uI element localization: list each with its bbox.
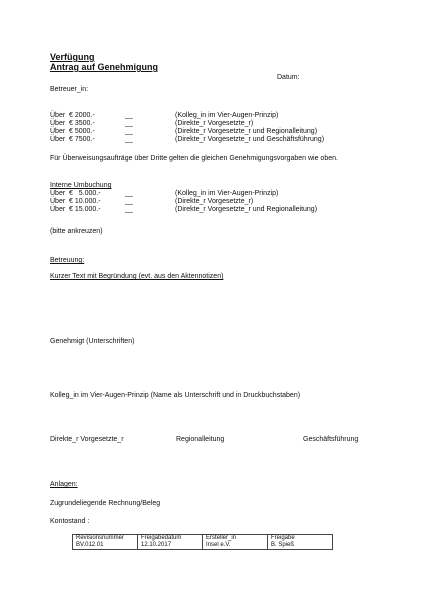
- internal-row: [50, 190, 370, 198]
- tick-hint: (bitte ankreuzen): [50, 228, 103, 235]
- release-date-cell: Freigabedatum 12.10.2017: [138, 535, 203, 550]
- signature-management: Geschäftsführung: [303, 436, 359, 443]
- anlagen-heading: Anlagen:: [50, 481, 78, 488]
- revision-table: [72, 534, 333, 550]
- internal-amount: € 15.000.-: [69, 206, 101, 213]
- internal-amount: € 5.000.-: [69, 190, 101, 197]
- ueber-label: Über: [50, 190, 66, 197]
- internal-amount: € 10.000.-: [69, 198, 101, 205]
- document-title: Verfügung: [50, 52, 95, 62]
- author-cell: Ersteller_in Insel e.V.: [203, 535, 268, 550]
- betreuer-label: Betreuer_in:: [50, 86, 89, 93]
- internal-row: [50, 198, 370, 206]
- betreuung-heading: Betreuung:: [50, 257, 85, 264]
- internal-role: (Direkte_r Vorgesetzte_r und Regionalleitung): [175, 206, 318, 213]
- limit-row: [50, 136, 370, 144]
- internal-heading: Interne Umbuchung: [50, 182, 112, 189]
- tick-box[interactable]: __: [125, 112, 133, 119]
- justification-label: Kurzer Text mit Begründung (evt. aus den Aktennotizen): [50, 273, 224, 280]
- limit-amount: € 5000.-: [69, 128, 95, 135]
- revision-table-row: [73, 535, 333, 550]
- limit-amount: € 7500.-: [69, 136, 95, 143]
- ueber-label: Über: [50, 198, 66, 205]
- limit-role: (Kolleg_in im Vier-Augen-Prinzip): [175, 112, 279, 119]
- limit-amount: € 2000.-: [69, 112, 95, 119]
- document-subtitle: Antrag auf Genehmigung: [50, 62, 158, 72]
- tick-box[interactable]: __: [125, 190, 133, 197]
- four-eyes-label: Kolleg_in im Vier-Augen-Prinzip (Name als Unterschrift und in Druckbuchstaben): [50, 392, 301, 399]
- limit-role: (Direkte_r Vorgesetzte_r und Regionalleitung): [175, 128, 318, 135]
- ueber-label: Über: [50, 112, 66, 119]
- signature-regional: Regionalleitung: [176, 436, 225, 443]
- tick-box[interactable]: __: [125, 128, 133, 135]
- tick-box[interactable]: __: [125, 198, 133, 205]
- ueber-label: Über: [50, 128, 66, 135]
- revision-cell: Revisionsnummer BV.012.01: [73, 535, 138, 550]
- anlage-item: Zugrundeliegende Rechnung/Beleg: [50, 500, 161, 507]
- internal-role: (Kolleg_in im Vier-Augen-Prinzip): [175, 190, 279, 197]
- kontostand-label: Kontostand :: [50, 518, 90, 525]
- tick-box[interactable]: __: [125, 120, 133, 127]
- limit-role: (Direkte_r Vorgesetzte_r): [175, 120, 254, 127]
- tick-box[interactable]: __: [125, 206, 133, 213]
- internal-role: (Direkte_r Vorgesetzte_r): [175, 198, 254, 205]
- limit-amount: € 3500.-: [69, 120, 95, 127]
- datum-label: Datum:: [277, 74, 300, 81]
- tick-box[interactable]: __: [125, 136, 133, 143]
- ueber-label: Über: [50, 120, 66, 127]
- limit-role: (Direkte_r Vorgesetzte_r und Geschäftsführung): [175, 136, 325, 143]
- limit-row: [50, 128, 370, 136]
- ueber-label: Über: [50, 136, 66, 143]
- internal-row: [50, 206, 370, 214]
- approval-cell: Freigabe B. Spieß: [268, 535, 333, 550]
- signature-supervisor: Direkte_r Vorgesetzte_r: [50, 436, 124, 443]
- ueber-label: Über: [50, 206, 66, 213]
- limit-row: [50, 120, 370, 128]
- approved-label: Genehmigt (Unterschriften): [50, 338, 135, 345]
- limit-row: [50, 112, 370, 120]
- transfer-note: Für Überweisungsaufträge über Dritte gelten die gleichen Genehmigungsvorgaben wie oben.: [50, 155, 338, 162]
